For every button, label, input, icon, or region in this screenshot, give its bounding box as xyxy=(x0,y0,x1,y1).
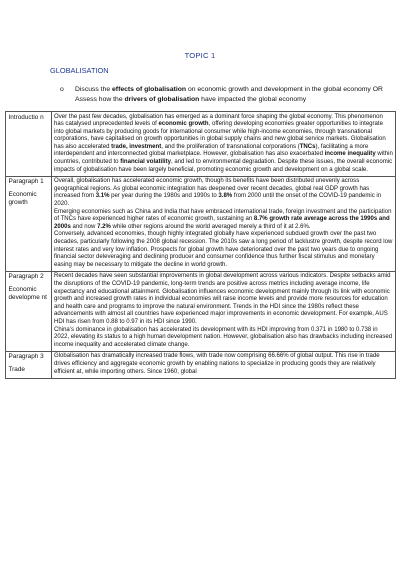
text-run-bold: economic growth xyxy=(158,121,209,128)
question-part: Discuss the xyxy=(75,86,113,93)
row-sublabel: Economic developme nt xyxy=(8,286,47,302)
row-content-cell xyxy=(52,176,396,271)
row-sublabel: Economic growth xyxy=(8,191,37,207)
content-paragraph xyxy=(54,209,393,232)
content-paragraph xyxy=(54,231,393,269)
content-paragraph xyxy=(54,327,393,350)
essay-plan-table xyxy=(5,111,396,379)
text-run: within countries, contributed to xyxy=(54,151,393,166)
text-run: while other regions around the world averaged merely a third of it at 2.6%. xyxy=(110,223,311,230)
content-paragraph xyxy=(54,114,393,175)
table-row-introduction xyxy=(6,112,396,177)
text-run-bold: income inequality xyxy=(324,151,376,158)
text-run-bold: 7.2% xyxy=(97,223,111,230)
row-label: Introductio n xyxy=(8,113,44,121)
text-run: , and led to environmental degradation. Despite these issues, the overall economic impacts of globalisation have been largely beneficial, promoting economic growth and development on a global scale. xyxy=(54,159,393,173)
row-label-cell xyxy=(6,112,52,177)
text-run-bold: 3.1% xyxy=(95,193,110,200)
text-run: , and the proliferation of transnational corporations ( xyxy=(161,143,300,150)
text-run-bold: TNCs xyxy=(299,143,316,150)
bullet-circle-icon: o xyxy=(60,86,64,93)
essay-question-text xyxy=(60,85,390,104)
content-paragraph xyxy=(54,178,393,208)
row-label-cell xyxy=(6,176,52,271)
text-run: Recent decades have seen substantial improvements in global development across various indicators. Despite setbacks amid the disruptions of the COVID-19 pandemic, long-term trends are positive across metrics including average income, life expectancy and educational attainment. Globalisation influences economic development mainly through its link with economic growth and increased growth rates in individual economies will raise income levels and provide more resources for education and health care and programs to improve the natural environment. Trends in the HDI since the 1980s reflect these advancements with almost all countries have experienced major improvements in economic development. For example, AUS HDI has risen from 0.88 to 0.97 in its HDI since 1990. xyxy=(54,273,391,325)
text-run: Emerging economies such as China and India that have embraced international trade, foreign investment and the participation of TNCs have experienced higher rates of economic growth, sustaining an xyxy=(54,208,392,223)
table-row-paragraph-1 xyxy=(6,176,396,271)
content-paragraph xyxy=(54,273,393,326)
question-part-bold: effects of globalisation xyxy=(112,86,187,93)
text-run: and now xyxy=(70,223,98,230)
text-run: Conversely, advanced economies, though highly integrated globally have experienced subdued growth over the past two decades, particularly following the 2008 global recession. The 2010s saw a long period of lacklustre growth, despite record low interest rates and very low inflation. Prospects for global growth have deteriorated over the past two years due to ongoing financial sector deleveraging and declining producer and consumer confidence thus further fiscal stimulus and monetary easing may be necessary to mitigate the decline in world growth. xyxy=(54,231,393,268)
row-label-cell xyxy=(6,271,52,351)
table-row-paragraph-3 xyxy=(6,351,396,378)
row-label: Paragraph 3 xyxy=(8,353,44,361)
text-run-bold: 8.7% growth rate average across the 1990s and 2000s xyxy=(54,216,390,230)
text-run: Globalisation has dramatically increased trade flows, with trade now comprising 66.66% of global output. This rise in trade drives efficiency and aggregate economic growth by enabling nations to specialize in producing goods they are relatively efficient at, while importing others. Since 1960, global xyxy=(54,353,380,375)
text-run: , offering developing economies greater opportunities to integrate into global markets by producing goods for international consumer while high-income economies, through transnational corporations, have capitalised on growth opportunities in global supply chains and new global service markets. Globalisation has also accelerated xyxy=(54,121,386,150)
text-run: from 2000 until the onset of the COVID-19 pandemic in 2020. xyxy=(54,193,382,208)
text-run: Overall, globalisation has accelerated economic growth, though its benefits have been distributed unevenly across geographical regions. As global economic integration has deepened over recent decades, global real GDP growth has increased from xyxy=(54,178,370,200)
text-run: per year during the 1980s and 1990s to xyxy=(109,193,219,200)
row-sublabel: Trade xyxy=(8,366,25,374)
question-part-bold: drivers of globalisation xyxy=(124,95,200,103)
row-label-cell xyxy=(6,351,52,378)
text-run-bold: trade, investment xyxy=(111,143,162,150)
row-content-cell xyxy=(52,112,396,177)
text-run-bold: financial volatility xyxy=(120,159,171,166)
text-run: China’s dominance in globalisation has accelerated its development with its HDI improving from 0.371 in 1980 to 0.738 in 2022, elevating its status to a high human development nation. However, globalisation also has drawbacks including increased income inequality and accelerated climate change. xyxy=(54,326,393,348)
text-run: Over the past few decades, globalisation has emerged as a dominant force shaping the global economy. This phenomenon has catalysed unprecedented levels of xyxy=(54,113,383,128)
content-paragraph xyxy=(54,353,393,376)
topic-title: TOPIC 1 xyxy=(184,51,216,60)
row-content-cell xyxy=(52,271,396,351)
text-run-bold: 3.8% xyxy=(218,193,233,200)
row-label: Paragraph 2 xyxy=(8,273,44,281)
essay-question xyxy=(60,85,390,104)
table-row-paragraph-2 xyxy=(6,271,396,351)
question-part: have impacted the global economy xyxy=(199,95,307,103)
question-part: on economic growth and development in the global economy OR Assess how the xyxy=(75,86,383,103)
row-content-cell xyxy=(52,351,396,378)
text-run: ), facilitating a more interdependent and interconnected global marketplace. However, globalisation has also exacerbated xyxy=(54,143,369,158)
row-label: Paragraph 1 xyxy=(8,178,44,186)
section-heading: GLOBALISATION xyxy=(50,66,109,75)
